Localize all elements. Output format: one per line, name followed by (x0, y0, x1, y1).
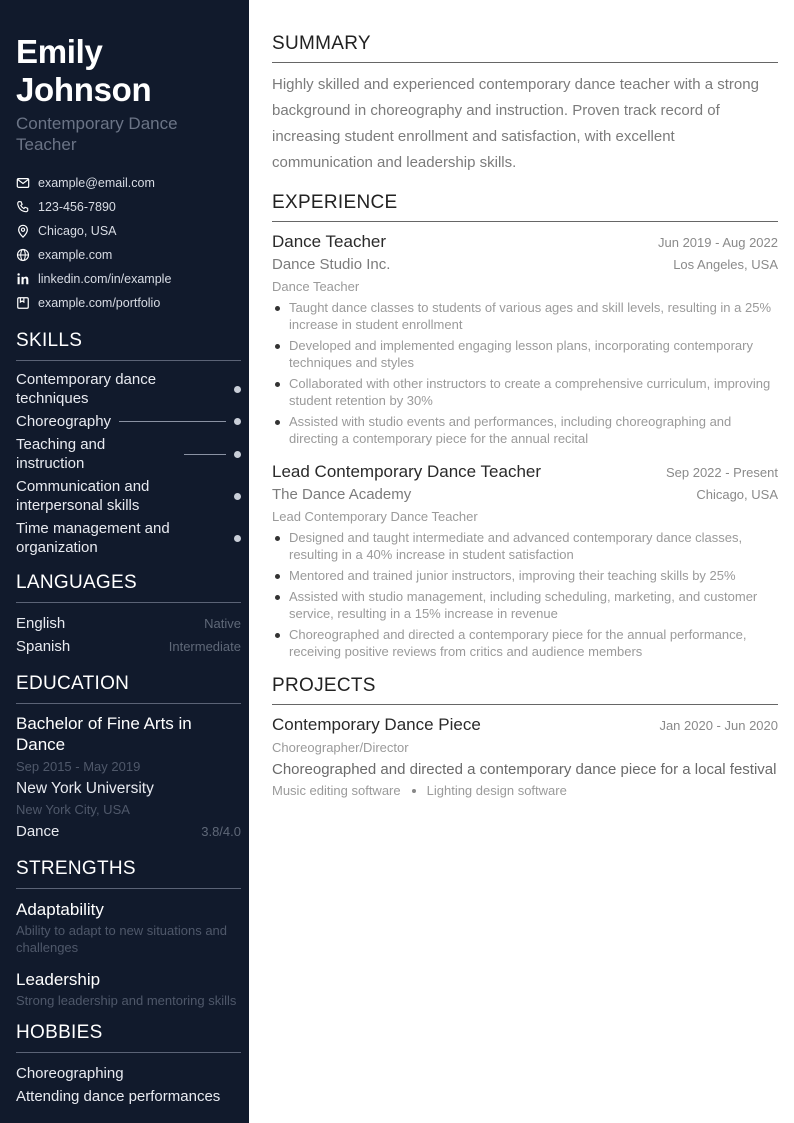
skill-leader-line (184, 496, 226, 497)
contact-phone-text: 123-456-7890 (38, 200, 116, 214)
skill-dot (234, 535, 241, 542)
job-role: Lead Contemporary Dance Teacher (272, 509, 478, 524)
language-level: Intermediate (168, 639, 241, 654)
language-item (16, 635, 241, 658)
skill-dot (234, 418, 241, 425)
education-field: Dance (16, 823, 60, 840)
job-entry (272, 231, 778, 447)
skill-item (16, 435, 241, 473)
contact-linkedin[interactable] (16, 267, 241, 291)
globe-icon (16, 248, 30, 262)
job-bullet: Developed and implemented engaging lesson plans, incorporating contemporary techniques and styles (272, 337, 778, 371)
candidate-title: Contemporary Dance Teacher (16, 114, 178, 154)
education-section (16, 672, 241, 843)
job-location: Chicago, USA (696, 487, 778, 502)
education-school: New York University (16, 780, 154, 797)
skill-dot (234, 386, 241, 393)
strength-name: Leadership (16, 970, 101, 989)
project-tool: Lighting design software (426, 783, 567, 798)
language-name: Spanish (16, 638, 71, 655)
skill-label: Teaching and instruction (16, 436, 106, 472)
hobbies-heading: HOBBIES (16, 1021, 241, 1053)
contact-email[interactable] (16, 171, 241, 195)
education-dates: Sep 2015 - May 2019 (16, 759, 141, 774)
contact-list (16, 171, 241, 315)
main-content (272, 32, 778, 798)
projects-heading: PROJECTS (272, 674, 778, 705)
contact-phone[interactable] (16, 195, 241, 219)
projects-section (272, 674, 778, 798)
location-icon (16, 224, 30, 238)
language-level: Native (204, 616, 241, 631)
education-location: New York City, USA (16, 802, 130, 817)
job-company: Dance Studio Inc. (272, 256, 391, 273)
contact-location (16, 219, 241, 243)
strength-desc: Ability to adapt to new situations and challenges (16, 923, 228, 955)
skill-leader-line (184, 538, 226, 539)
summary-text: Highly skilled and experienced contemporary dance teacher with a strong background in choreography and instruction. Proven track record of increasing student enrollment and satisfaction, with excellent communication and leadership skills. (272, 76, 759, 171)
contact-email-text: example@email.com (38, 176, 155, 190)
contact-linkedin-text: linkedin.com/in/example (38, 272, 172, 286)
email-icon (16, 176, 30, 190)
candidate-name: Emily Johnson (16, 33, 152, 108)
contact-portfolio[interactable] (16, 291, 241, 315)
job-bullet: Assisted with studio management, including scheduling, marketing, and customer service, resulting in a 15% increase in revenue (272, 588, 778, 622)
summary-section (272, 32, 778, 176)
contact-website-text: example.com (38, 248, 113, 262)
contact-portfolio-text: example.com/portfolio (38, 296, 161, 310)
education-field-row (16, 821, 241, 843)
job-title: Lead Contemporary Dance Teacher (272, 462, 542, 481)
project-tools (272, 783, 778, 798)
skills-section (16, 329, 241, 557)
job-bullet: Designed and taught intermediate and advanced contemporary dance classes, resulting in a 40% increase in student satisfaction (272, 529, 778, 563)
strength-name: Adaptability (16, 900, 104, 919)
skill-dot (234, 493, 241, 500)
summary-heading: SUMMARY (272, 32, 778, 63)
job-bullets (272, 299, 778, 447)
job-company: The Dance Academy (272, 486, 412, 503)
strengths-heading: STRENGTHS (16, 857, 241, 889)
project-entry (272, 714, 778, 798)
strength-desc: Strong leadership and mentoring skills (16, 993, 237, 1008)
project-dates: Jan 2020 - Jun 2020 (659, 718, 778, 733)
skill-label: Choreography (16, 413, 112, 430)
job-role: Dance Teacher (272, 279, 360, 294)
portfolio-icon (16, 296, 30, 310)
languages-section (16, 571, 241, 658)
strengths-section (16, 857, 241, 1009)
job-entry (272, 461, 778, 660)
skills-heading: SKILLS (16, 329, 241, 361)
hobby-item: Choreographing (16, 1065, 124, 1082)
language-name: English (16, 615, 66, 632)
job-title: Dance Teacher (272, 232, 387, 251)
hobby-item: Attending dance performances (16, 1088, 221, 1105)
skill-item (16, 519, 241, 557)
job-bullet: Mentored and trained junior instructors, improving their teaching skills by 25% (272, 567, 778, 584)
skill-leader-line (184, 454, 226, 455)
skill-leader-line (119, 421, 226, 422)
experience-heading: EXPERIENCE (272, 191, 778, 222)
linkedin-icon (16, 272, 30, 286)
skill-item (16, 370, 241, 408)
job-bullets (272, 529, 778, 660)
education-heading: EDUCATION (16, 672, 241, 704)
skill-item (16, 477, 241, 515)
skill-dot (234, 451, 241, 458)
tool-separator-dot (412, 789, 416, 793)
education-degree: Bachelor of Fine Arts in Dance (16, 714, 192, 754)
experience-section (272, 191, 778, 660)
job-dates: Jun 2019 - Aug 2022 (658, 235, 778, 250)
skill-label: Contemporary dance techniques (16, 371, 157, 407)
job-bullet: Assisted with studio events and performances, including choreographing and directing a contemporary piece for the annual recital (272, 413, 778, 447)
phone-icon (16, 200, 30, 214)
job-dates: Sep 2022 - Present (665, 465, 778, 480)
sidebar (0, 0, 249, 1123)
project-description: Choreographed and directed a contemporary dance piece for a local festival (272, 761, 777, 778)
job-bullet: Choreographed and directed a contemporary piece for the annual performance, receiving positive reviews from critics and audience members (272, 626, 778, 660)
job-bullet: Taught dance classes to students of various ages and skill levels, resulting in a 25% increase in student enrollment (272, 299, 778, 333)
job-location: Los Angeles, USA (673, 257, 778, 272)
hobbies-section (16, 1021, 241, 1108)
language-item (16, 612, 241, 635)
project-tool: Music editing software (272, 783, 401, 798)
languages-heading: LANGUAGES (16, 571, 241, 603)
skill-leader-line (184, 389, 226, 390)
skill-label: Communication and interpersonal skills (16, 478, 150, 514)
skill-item (16, 412, 241, 431)
project-role: Choreographer/Director (272, 740, 409, 755)
education-gpa: 3.8/4.0 (201, 824, 241, 839)
contact-location-text: Chicago, USA (38, 224, 117, 238)
skill-label: Time management and organization (16, 520, 170, 556)
contact-website[interactable] (16, 243, 241, 267)
job-bullet: Collaborated with other instructors to create a comprehensive curriculum, improving student retention by 30% (272, 375, 778, 409)
project-title: Contemporary Dance Piece (272, 715, 481, 734)
